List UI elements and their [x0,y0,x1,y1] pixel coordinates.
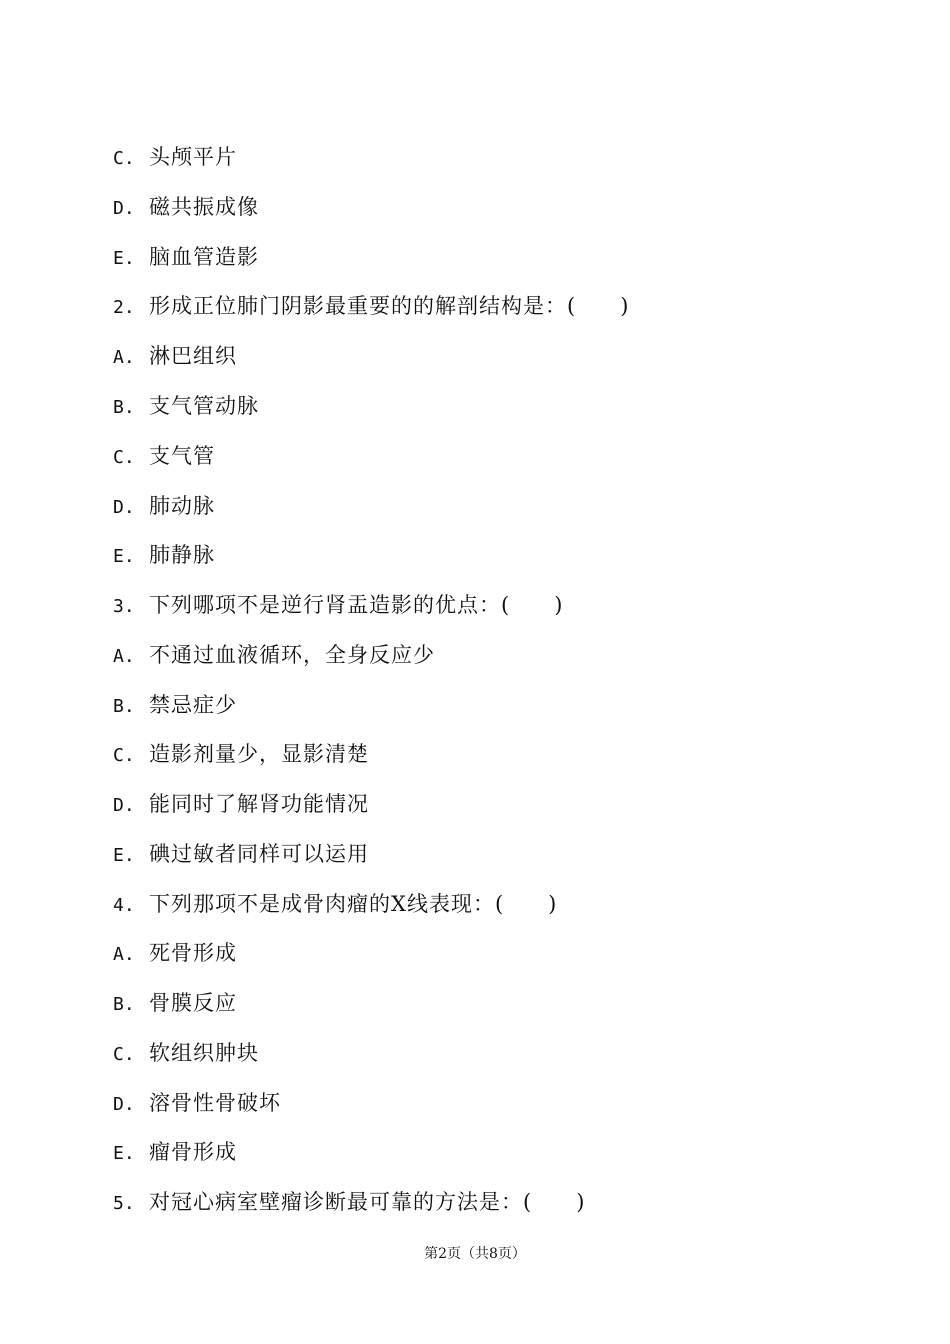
option-line [113,839,369,869]
option-line [113,640,435,670]
option-text: 不通过血液循环，全身反应少 [149,643,435,667]
option-text: 骨膜反应 [149,991,237,1015]
option-label: D. [113,198,135,219]
question-text: 下列哪项不是逆行肾盂造影的优点：( ) [149,593,564,617]
question-number: 3. [113,596,135,617]
option-label: E. [113,546,135,567]
option-text: 能同时了解肾功能情况 [149,792,369,816]
option-line [113,1137,237,1167]
option-line [113,789,369,819]
option-line [113,391,259,421]
question-number: 4. [113,895,135,916]
question-text: 对冠心病室壁瘤诊断最可靠的方法是：( ) [149,1190,586,1214]
option-line [113,1088,281,1118]
option-text: 淋巴组织 [149,344,237,368]
question-number: 5. [113,1193,135,1214]
option-line [113,1038,259,1068]
option-label: E. [113,845,135,866]
option-label: B. [113,696,135,717]
option-text: 瘤骨形成 [149,1140,237,1164]
option-label: C. [113,447,135,468]
option-label: E. [113,1143,135,1164]
option-line [113,988,237,1018]
option-line [113,739,369,769]
option-label: B. [113,994,135,1015]
option-text: 造影剂量少，显影清楚 [149,742,369,766]
option-line [113,142,237,172]
question-line [113,1187,585,1217]
option-line [113,491,215,521]
option-label: D. [113,497,135,518]
option-line [113,192,259,222]
option-label: E. [113,248,135,269]
question-line [113,291,629,321]
option-line [113,341,237,371]
option-label: C. [113,745,135,766]
option-line [113,690,237,720]
question-text: 下列那项不是成骨肉瘤的X线表现：( ) [149,892,558,916]
option-line [113,938,237,968]
question-line [113,590,563,620]
option-text: 溶骨性骨破坏 [149,1091,281,1115]
option-text: 脑血管造影 [149,245,259,269]
option-line [113,441,215,471]
option-text: 头颅平片 [149,145,237,169]
option-label: A. [113,944,135,965]
option-label: D. [113,1094,135,1115]
option-label: C. [113,148,135,169]
option-label: B. [113,397,135,418]
option-text: 碘过敏者同样可以运用 [149,842,369,866]
option-label: A. [113,347,135,368]
option-text: 软组织肿块 [149,1041,259,1065]
option-text: 磁共振成像 [149,195,259,219]
option-line [113,540,215,570]
option-text: 肺静脉 [149,543,215,567]
question-text: 形成正位肺门阴影最重要的的解剖结构是：( ) [149,294,630,318]
option-text: 禁忌症少 [149,693,237,717]
option-text: 肺动脉 [149,494,215,518]
option-label: C. [113,1044,135,1065]
option-text: 支气管动脉 [149,394,259,418]
option-text: 死骨形成 [149,941,237,965]
question-line [113,889,557,919]
option-text: 支气管 [149,444,215,468]
option-label: A. [113,646,135,667]
option-label: D. [113,795,135,816]
question-number: 2. [113,297,135,318]
page-footer: 第2页（共8页） [424,1246,526,1262]
option-line [113,242,259,272]
